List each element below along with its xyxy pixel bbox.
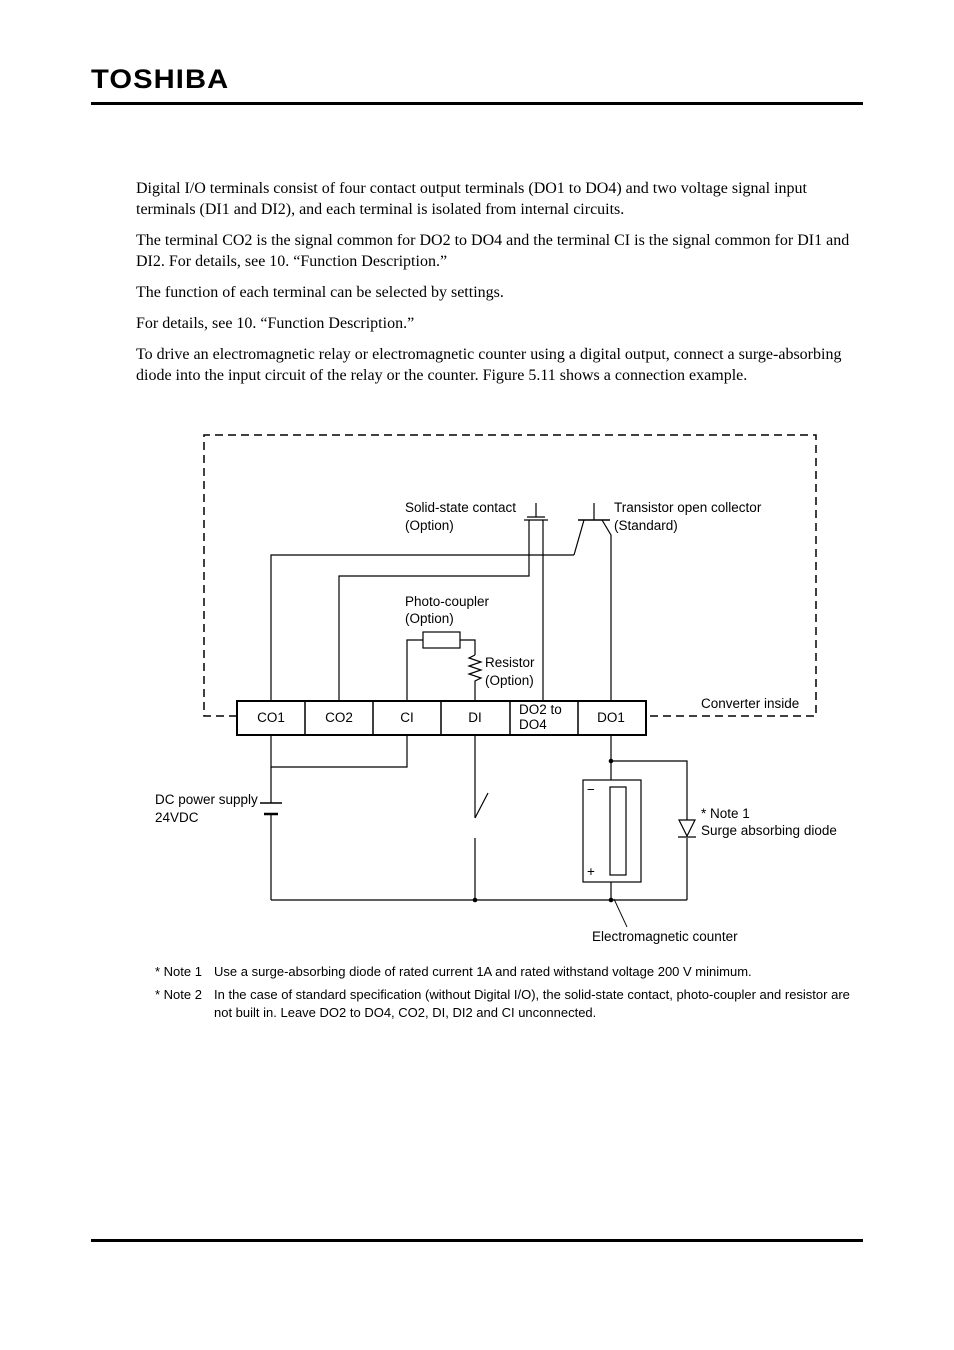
solid-state-contact-option: (Option)	[405, 518, 454, 533]
counter-plus-sign: +	[587, 864, 595, 879]
diode-icon	[679, 820, 695, 836]
resistor-label: Resistor	[485, 655, 535, 670]
dc-power-label: DC power supply	[155, 792, 258, 807]
terminal-co2: CO2	[325, 710, 353, 725]
terminal-co1: CO1	[257, 710, 285, 725]
photocoupler-label: Photo-coupler	[405, 594, 490, 609]
note-item	[155, 963, 855, 981]
note-label: * Note 2	[155, 987, 202, 1002]
resistor-option: (Option)	[485, 673, 534, 688]
toshiba-logo: TOSHIBA	[91, 64, 230, 94]
note-label: * Note 1	[155, 964, 202, 979]
paragraph: The function of each terminal can be selected by settings.	[136, 284, 504, 301]
photocoupler-option: (Option)	[405, 611, 454, 626]
terminal-do1: DO1	[597, 710, 625, 725]
paragraph: To drive an electromagnetic relay or electromagnetic counter using a digital output, connect a surge-absorbing diode into the input circuit of the relay or the counter. Figure 5.11 shows a connection example.	[136, 346, 842, 384]
terminal-di: DI	[468, 710, 482, 725]
transistor-standard: (Standard)	[614, 518, 678, 533]
footnotes	[155, 963, 855, 1027]
di-switch-icon	[475, 793, 488, 818]
note1-reference: * Note 1	[701, 806, 750, 821]
dc-power-voltage: 24VDC	[155, 810, 199, 825]
photocoupler-icon	[423, 632, 460, 648]
counter-minus-sign: −	[587, 782, 595, 797]
transistor-label: Transistor open collector	[614, 500, 762, 515]
footer-rule	[91, 1239, 863, 1242]
note-item	[155, 986, 855, 1022]
solid-state-contact-label: Solid-state contact	[405, 500, 517, 515]
paragraph: The terminal CO2 is the signal common for DO2 to DO4 and the terminal CI is the signal common for DI1 and DI2. For details, see 10. “Function Description.”	[136, 232, 850, 270]
diode-label: Surge absorbing diode	[701, 823, 837, 838]
paragraph: For details, see 10. “Function Description.”	[136, 315, 415, 332]
terminal-do2-line2: DO4	[519, 717, 547, 732]
converter-inside-label: Converter inside	[701, 696, 800, 711]
counter-label: Electromagnetic counter	[592, 929, 738, 944]
terminal-ci: CI	[400, 710, 414, 725]
terminal-do2-line1: DO2 to	[519, 702, 562, 717]
resistor-icon	[469, 655, 481, 701]
note-text: In the case of standard specification (without Digital I/O), the solid-state contact, photo-coupler and resistor are not built in. Leave DO2 to DO4, CO2, DI, DI2 and CI unconnected.	[214, 987, 850, 1020]
note-text: Use a surge-absorbing diode of rated current 1A and rated withstand voltage 200 V minimum.	[214, 964, 752, 979]
paragraph: Digital I/O terminals consist of four contact output terminals (DO1 to DO4) and two voltage signal input terminals (DI1 and DI2), and each terminal is isolated from internal circuits.	[136, 180, 807, 218]
